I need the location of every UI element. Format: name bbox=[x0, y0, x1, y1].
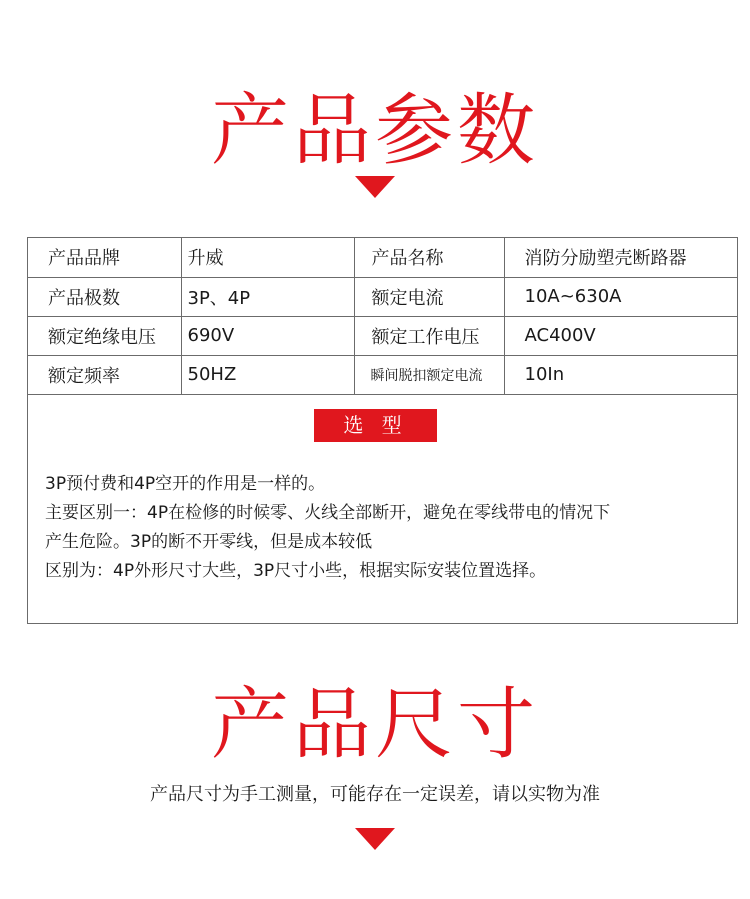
spec-label: 产品名称 bbox=[354, 238, 504, 277]
spec-value: AC400V bbox=[504, 316, 737, 355]
spec-label: 产品品牌 bbox=[28, 238, 181, 277]
table-row bbox=[28, 316, 737, 355]
spec-label: 额定电流 bbox=[354, 277, 504, 316]
down-triangle-icon bbox=[355, 176, 395, 198]
spec-label: 产品极数 bbox=[28, 277, 181, 316]
spec-value: 690V bbox=[181, 316, 354, 355]
selection-badge: 选 型 bbox=[314, 409, 437, 442]
selection-description bbox=[45, 470, 735, 586]
spec-value: 消防分励塑壳断路器 bbox=[504, 238, 737, 277]
spec-label: 额定工作电压 bbox=[354, 316, 504, 355]
size-section-title: 产品尺寸 bbox=[210, 680, 539, 770]
description-line: 3P预付费和4P空开的作用是一样的。 bbox=[45, 474, 326, 494]
spec-value: 升威 bbox=[181, 238, 354, 277]
table-row bbox=[28, 355, 737, 394]
description-line: 主要区别一：4P在检修的时候零、火线全部断开，避免在零线带电的情况下 bbox=[45, 503, 611, 523]
table-row bbox=[28, 277, 737, 316]
spec-label: 额定绝缘电压 bbox=[28, 316, 181, 355]
down-triangle-icon bbox=[355, 828, 395, 850]
table-row bbox=[28, 238, 737, 277]
spec-table bbox=[28, 238, 737, 395]
spec-label: 额定频率 bbox=[28, 355, 181, 394]
params-section-title: 产品参数 bbox=[210, 86, 539, 176]
size-note: 产品尺寸为手工测量，可能存在一定误差，请以实物为准 bbox=[150, 784, 600, 805]
spec-label: 瞬间脱扣额定电流 bbox=[354, 355, 504, 394]
spec-value: 10A~630A bbox=[504, 277, 737, 316]
spec-box bbox=[27, 237, 738, 624]
spec-value: 50HZ bbox=[181, 355, 354, 394]
description-line: 区别为：4P外形尺寸大些，3P尺寸小些，根据实际安装位置选择。 bbox=[45, 561, 547, 581]
spec-value: 10In bbox=[504, 355, 737, 394]
description-line: 产生危险。3P的断不开零线，但是成本较低 bbox=[45, 532, 373, 552]
spec-value: 3P、4P bbox=[181, 277, 354, 316]
